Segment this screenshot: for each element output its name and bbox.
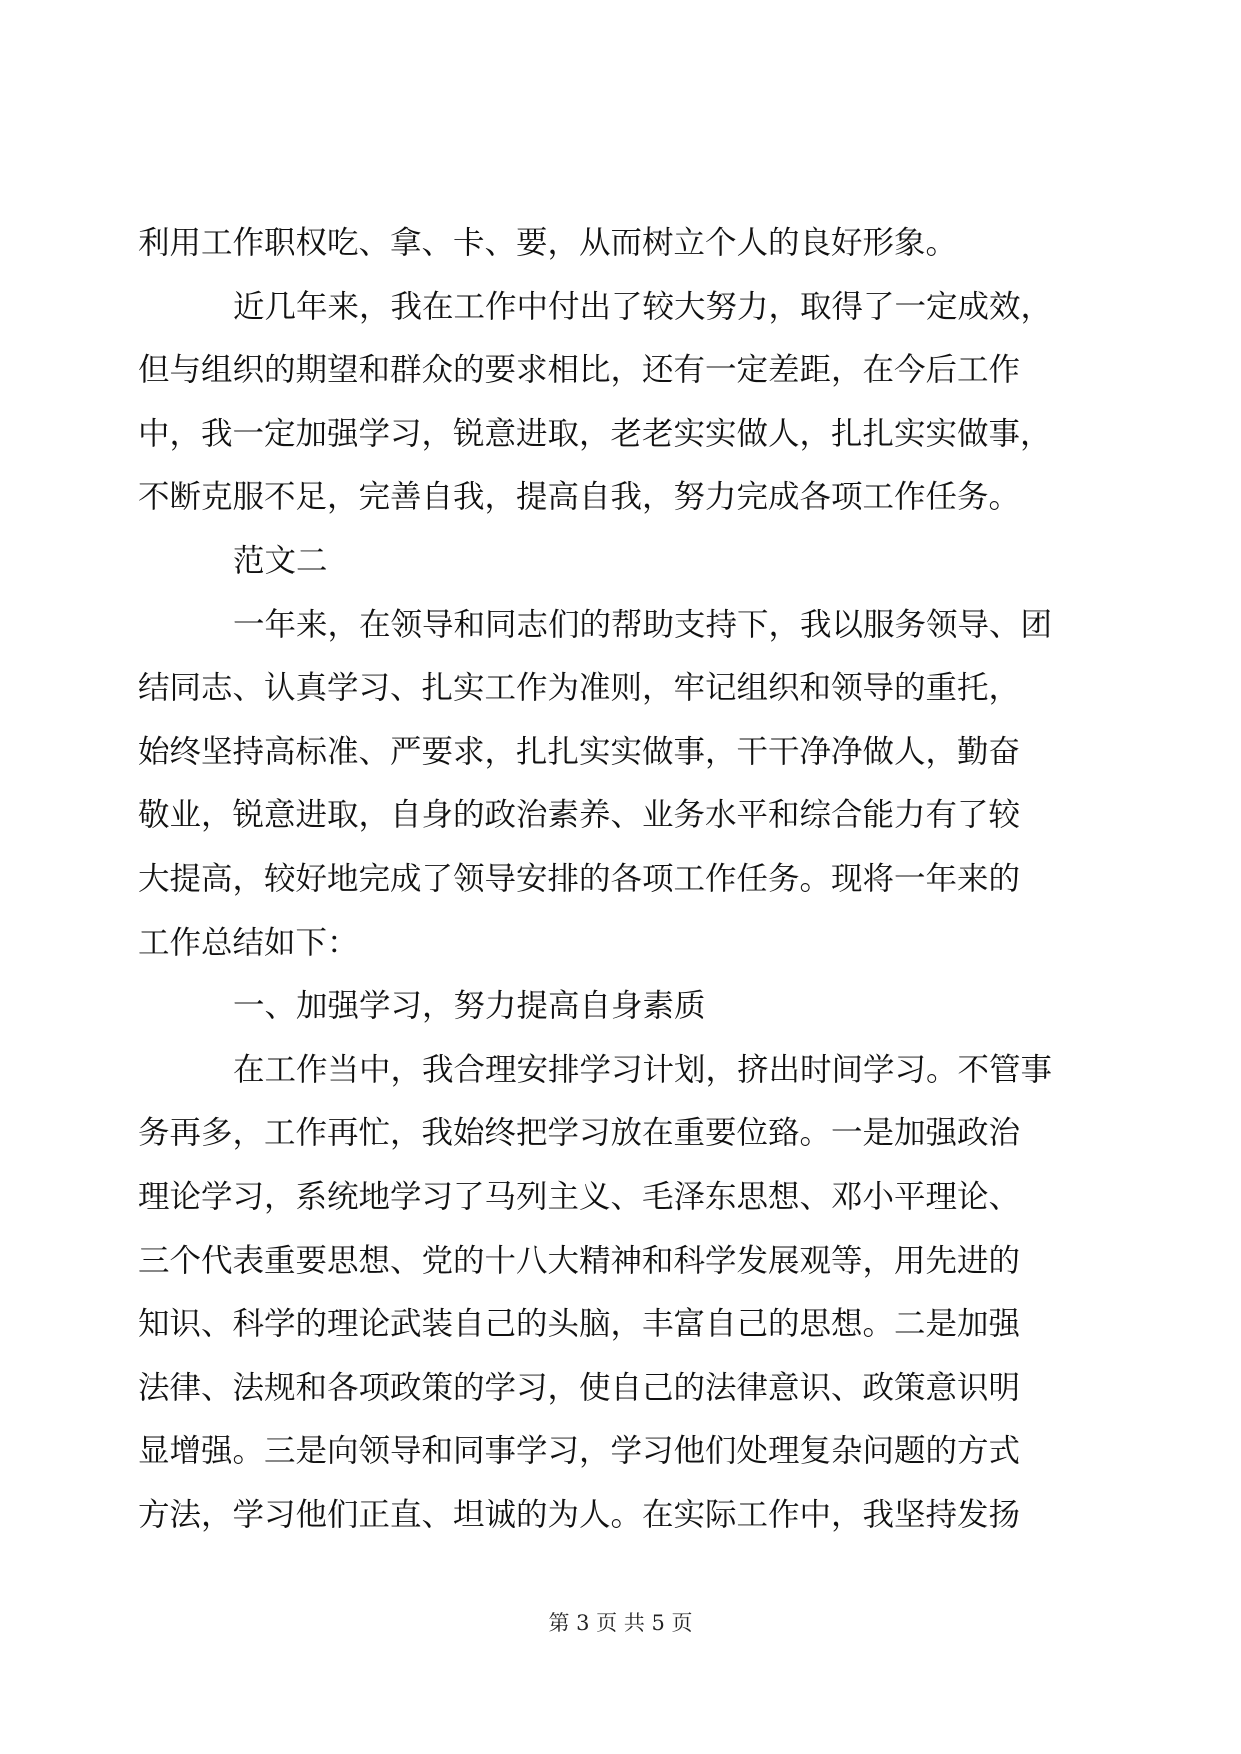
text-line: 务再多，工作再忙，我始终把学习放在重要位臵。一是加强政治 (138, 1115, 1021, 1152)
text-line: 近几年来，我在工作中付出了较大努力，取得了一定成效， (233, 288, 1053, 325)
text-line: 范文二 (233, 542, 328, 579)
page-footer: 第 3 页 共 5 页 (548, 1611, 693, 1635)
text-line: 不断克服不足，完善自我，提高自我，努力完成各项工作任务。 (138, 479, 1021, 516)
text-line: 始终坚持高标准、严要求，扎扎实实做事，干干净净做人，勤奋 (138, 733, 1021, 770)
text-line: 三个代表重要思想、党的十八大精神和科学发展观等，用先进的 (138, 1242, 1021, 1279)
text-line: 但与组织的期望和群众的要求相比，还有一定差距，在今后工作 (138, 352, 1021, 389)
text-line: 敬业，锐意进取，自身的政治素养、业务水平和综合能力有了较 (138, 797, 1021, 834)
text-line: 方法，学习他们正直、坦诚的为人。在实际工作中，我坚持发扬 (138, 1496, 1021, 1533)
text-line: 在工作当中，我合理安排学习计划，挤出时间学习。不管事 (233, 1051, 1053, 1088)
text-line: 一年来，在领导和同志们的帮助支持下，我以服务领导、团 (233, 606, 1053, 643)
text-line: 一、加强学习，努力提高自身素质 (233, 988, 706, 1025)
text-line: 法律、法规和各项政策的学习，使自己的法律意识、政策意识明 (138, 1369, 1021, 1406)
text-line: 结同志、认真学习、扎实工作为准则，牢记组织和领导的重托， (138, 670, 1021, 707)
text-line: 利用工作职权吃、拿、卡、要，从而树立个人的良好形象。 (138, 225, 958, 261)
text-line: 大提高，较好地完成了领导安排的各项工作任务。现将一年来的 (138, 860, 1021, 897)
text-line: 显增强。三是向领导和同事学习，学习他们处理复杂问题的方式 (138, 1433, 1021, 1470)
text-line: 理论学习，系统地学习了马列主义、毛泽东思想、邓小平理论、 (138, 1178, 1021, 1215)
document-body (138, 212, 1102, 1547)
text-line: 知识、科学的理论武装自己的头脑，丰富自己的思想。二是加强 (138, 1306, 1021, 1343)
text-line: 工作总结如下： (138, 924, 359, 961)
text-line: 中，我一定加强学习，锐意进取，老老实实做人，扎扎实实做事， (138, 415, 1052, 452)
